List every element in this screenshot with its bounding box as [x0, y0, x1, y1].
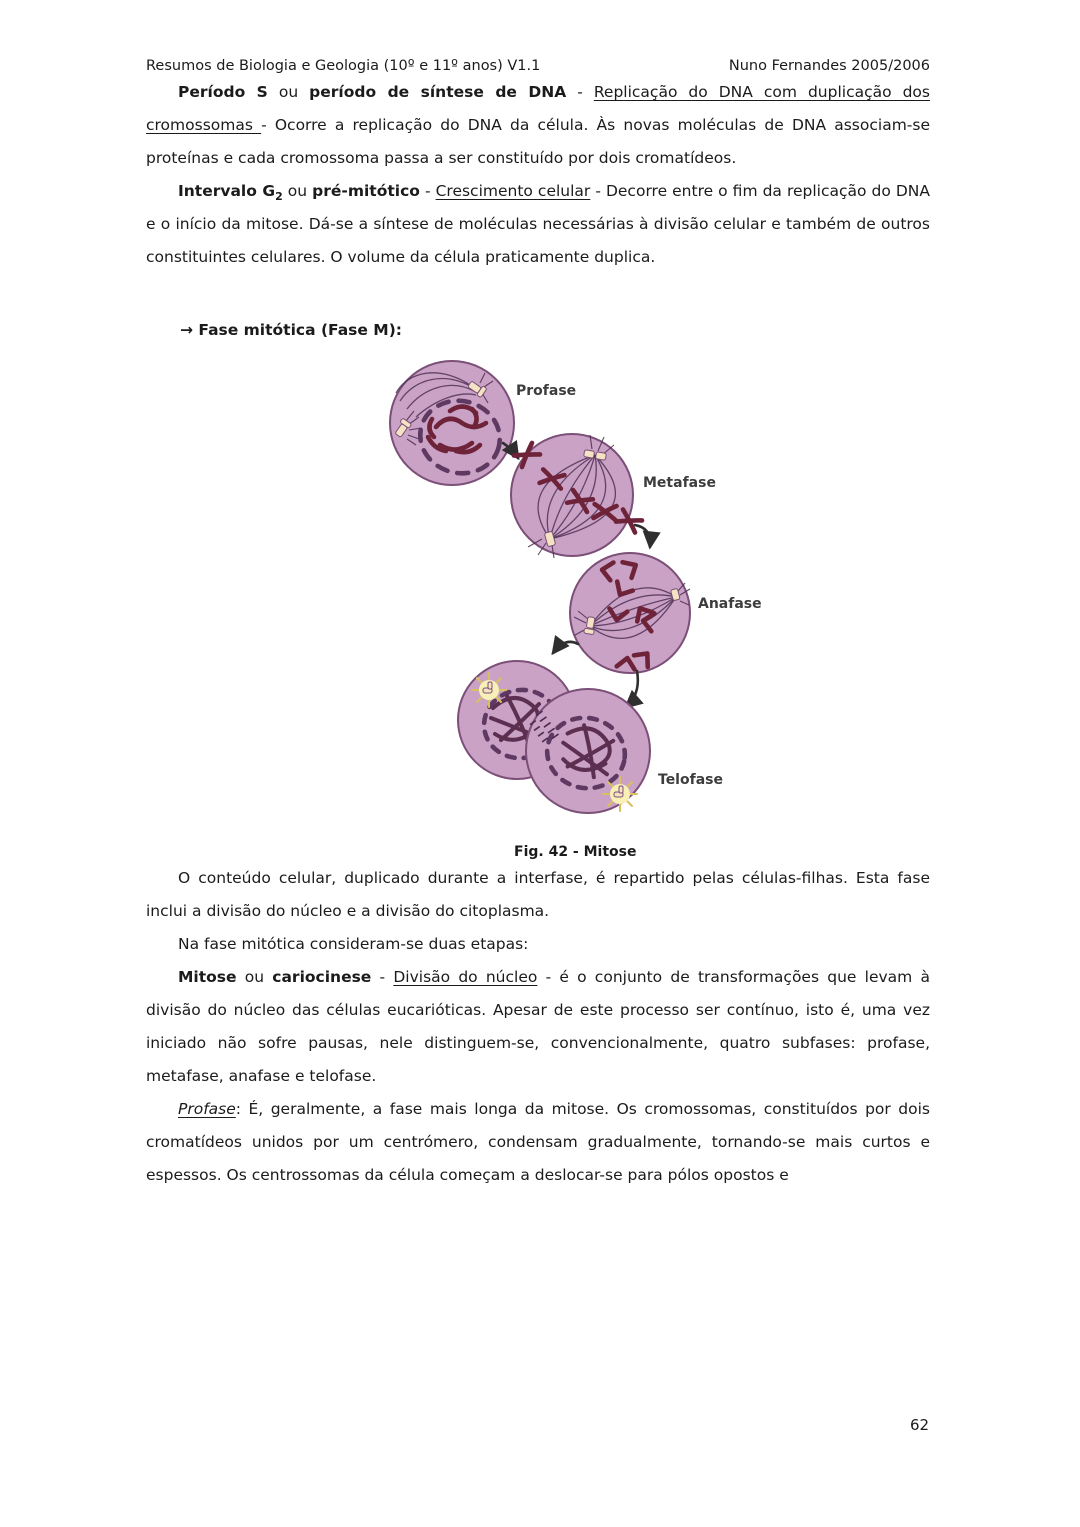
anafase-label: Anafase — [698, 596, 762, 612]
text-segment: - Ocorre a replicação do DNA da célula. Às novas moléculas de DNA associam-se proteínas e cada cromossoma passa a ser constituído por dois cromatídeos. — [146, 116, 930, 167]
term-profase: Profase — [178, 1100, 236, 1118]
underlined-definition: Crescimento celular — [435, 182, 591, 200]
mitosis-figure-svg — [375, 360, 775, 830]
anafase-cell — [570, 553, 690, 673]
text-segment: - Decorre entre o fim da replicação do DNA e o início da mitose. Dá-se a síntese de moléculas necessárias à divisão celular e também de outros constituintes celulares. O volume da célula praticamente duplica. — [146, 182, 930, 266]
paragraph-duas-etapas — [146, 928, 930, 961]
metafase-cell — [511, 434, 642, 558]
telofase-cells — [458, 661, 650, 813]
term-intervalo-g: Intervalo G — [178, 182, 276, 200]
text-segment: - é o conjunto de transformações que levam à divisão do núcleo das células eucarióticas. Apesar de este processo ser contínuo, isto é, uma vez iniciado não sofre pausas, nele distinguem-se, convencionalmente, quatro subfases: profase, metafase, anafase e telofase. — [146, 968, 930, 1085]
arrow-anafase-to-telofase-left — [553, 642, 578, 653]
page-content — [146, 0, 930, 1192]
metafase-label: Metafase — [643, 475, 716, 491]
paragraph-periodo-s — [146, 76, 930, 175]
profase-label: Profase — [516, 383, 577, 399]
section-heading-fase-mitotica — [180, 314, 930, 347]
header-left-text: Resumos de Biologia e Geologia (10º e 11º anos) V1.1 — [146, 58, 541, 74]
term-sintese-dna: período de síntese de DNA — [309, 83, 567, 101]
text-segment: ou — [267, 83, 310, 101]
term-pre-mitotico: pré-mitótico — [312, 182, 420, 200]
mitosis-figure — [146, 360, 930, 830]
term-cariocinese: cariocinese — [272, 968, 372, 986]
term-periodo-s: Período S — [178, 83, 268, 101]
centrosome-glow — [603, 777, 637, 811]
subscript-2: 2 — [275, 190, 283, 204]
text-segment: ou — [282, 182, 313, 200]
arrow-anafase-to-telofase-right — [626, 671, 638, 707]
paragraph-intervalo-g2 — [146, 175, 930, 274]
text-segment: Na fase mitótica consideram-se duas etapas: — [178, 935, 529, 953]
text-segment: - — [419, 182, 436, 200]
page-number: 62 — [910, 1416, 930, 1434]
page-header — [146, 0, 930, 76]
paragraph-conteudo-celular — [146, 862, 930, 928]
header-right-text: Nuno Fernandes 2005/2006 — [728, 58, 930, 74]
figure-caption: Fig. 42 - Mitose — [514, 844, 637, 860]
text-segment: - — [371, 968, 394, 986]
arrow-metafase-to-anafase — [635, 525, 650, 547]
paragraph-mitose — [146, 961, 930, 1093]
profase-cell — [390, 361, 514, 485]
text-segment: : É, geralmente, a fase mais longa da mitose. Os cromossomas, constituídos por dois cromatídeos unidos por um centrómero, condensam gradualmente, tornando-se mais curtos e espessos. Os centrossomas da célula começam a deslocar-se para pólos opostos e — [146, 1100, 930, 1184]
text-segment: - — [566, 83, 594, 101]
centrosome-glow — [472, 673, 506, 707]
heading-text: → Fase mitótica (Fase M): — [180, 321, 403, 339]
telofase-cell-right — [526, 689, 650, 813]
paragraph-profase — [146, 1093, 930, 1192]
text-segment: O conteúdo celular, duplicado durante a interfase, é repartido pelas células-filhas. Esta fase inclui a divisão do núcleo e a divisão do citoplasma. — [146, 869, 930, 920]
term-mitose: Mitose — [178, 968, 237, 986]
text-segment: ou — [236, 968, 273, 986]
underlined-definition: Replicação do DNA com duplicação dos cromossomas — [146, 83, 930, 134]
underlined-definition: Divisão do núcleo — [393, 968, 538, 986]
telofase-label: Telofase — [658, 772, 723, 788]
